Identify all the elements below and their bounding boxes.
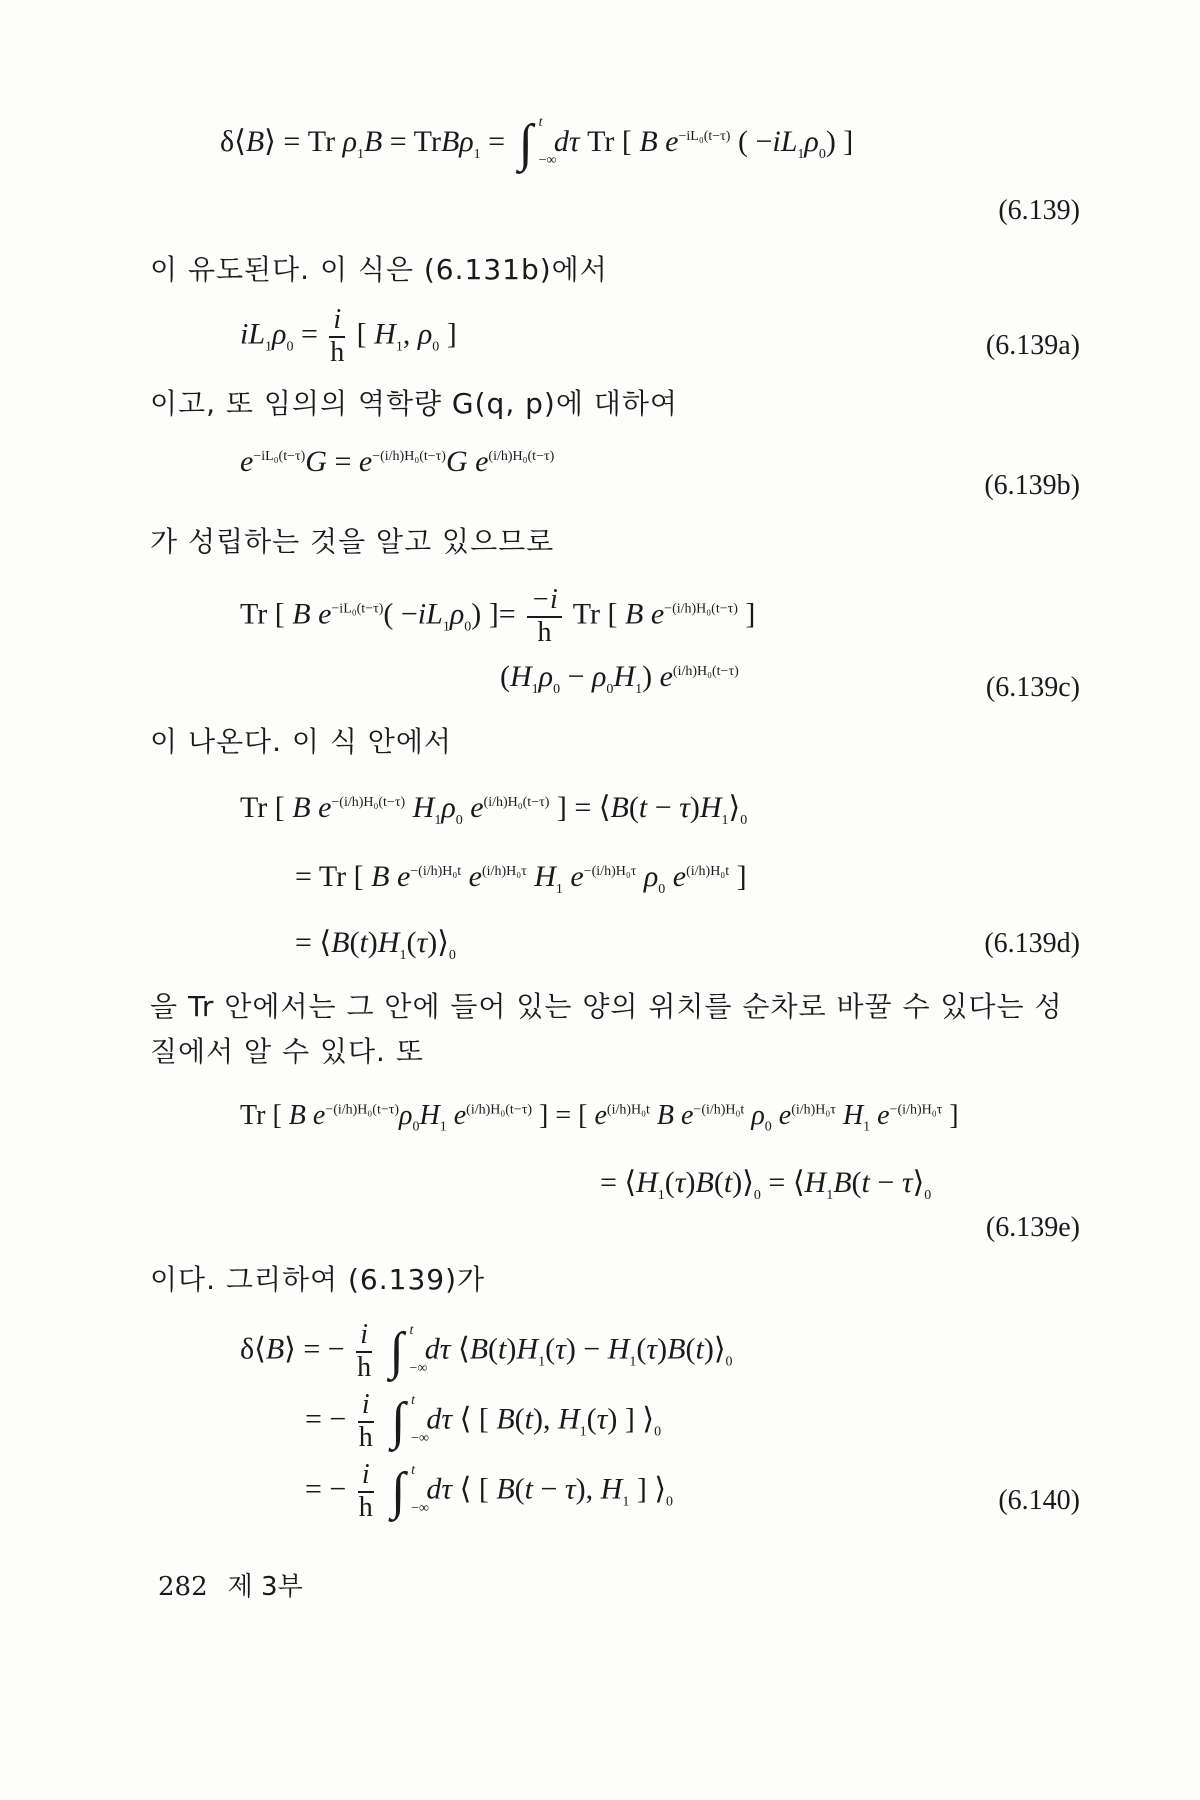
paragraph: 이 나온다. 이 식 안에서 [150,725,452,758]
paragraph: 가 성립하는 것을 알고 있으므로 [150,525,555,558]
paragraph: 질에서 알 수 있다. 또 [150,1035,424,1068]
equation-6-139c-line1: Tr [ B $e^{-iL_0(t-\tau)}( -iL_1\rho_0)$ ]= $\frac{-i}{h}$ Tr [ B $e^{-(i/h)H_0(t-\tau)}$ ] [240,584,756,648]
equation-6-140-line3: = − $\frac{i}{h}$ ∫ t −∞ dτ ⟨ [ B(t − τ), $H_1$ ] $⟩_0$ [305,1459,674,1523]
equation-6-139e-line2: = $⟨H_1(\tau)B(t)⟩_0$ = $⟨H_1B(t$ − $\tau⟩_0$ [600,1166,932,1203]
equation-6-139d-line1: Tr [ B $e^{-(i/h)H_0(t-\tau)}$ $H_1\rho_0$ $e^{(i/h)H_0(t-\tau)}$ ] = ⟨B(t − $\tau)H_1⟩_0$ [240,791,748,828]
equation-number: (6.140) [998,1485,1080,1516]
equation-6-139c-line2: $(H_1\rho_0 - \rho_0H_1)$ $e^{(i/h)H_0(t-\tau)}$ [500,660,739,697]
equation-6-140-line1: δ⟨B⟩ = − $\frac{i}{h}$ ∫ t −∞ dτ $⟨B(t)H_1(\tau)$ − $H_1(\tau)B(t)⟩_0$ [240,1319,733,1383]
equation-6-139: δ⟨B⟩ = Tr $\rho_1B = TrB\rho_1$ = ∫ t −∞ dτ Tr [ B $e^{-iL_0(t-\tau)}$ ( $-iL_1\rho_0$) ] [220,115,854,172]
paragraph: 이고, 또 임의의 역학량 G(q, p)에 대하여 [150,387,678,420]
equation-number: (6.139a) [985,330,1080,361]
equation-number: (6.139d) [984,928,1080,959]
equation-6-139e-line1: Tr [ B $e^{-(i/h)H_0(t-\tau)}\rho_0H_1$ $e^{(i/h)H_0(t-\tau)}$ ] = [ $e^{(i/h)H_0t}$ B $e^{-(i/h)H_0t}$ $\rho_0$ $e^{(i/h)H_0\tau}$ $H_1$ $e^{-(i/h)H_0\tau}$ ] [240,1100,959,1135]
part-label: 제 3부 [227,1572,303,1602]
equation-6-139a: $iL_1\rho_0$ = $\frac{i}{h}$ [ $H_1$, $\rho_0$ ] [240,304,457,368]
equation-number: (6.139c) [985,672,1080,703]
paragraph: 이 유도된다. 이 식은 (6.131b)에서 [150,253,608,286]
equation-number: (6.139b) [984,470,1080,501]
page-footer [158,1566,303,1603]
equation-number: (6.139e) [985,1212,1080,1243]
equation-6-139d-line2: = Tr [ B $e^{-(i/h)H_0t}$ $e^{(i/h)H_0\tau}$ $H_1$ $e^{-(i/h)H_0\tau}$ $\rho_0$ $e^{(i/h)H_0t}$ ] [295,860,747,897]
equation-number: (6.139) [998,195,1080,226]
paragraph: 이다. 그리하여 (6.139)가 [150,1263,486,1296]
equation-6-140-line2: = − $\frac{i}{h}$ ∫ t −∞ dτ ⟨ [ B(t), $H_1(\tau)$ ] $⟩_0$ [305,1389,662,1453]
equation-6-139b: $e^{-iL_0(t-\tau)}G = e^{-(i/h)H_0(t-\tau)}G$ $e^{(i/h)H_0(t-\tau)}$ [240,445,555,478]
equation-6-139d-line3: = $⟨B(t)H_1(\tau)⟩_0$ [295,926,456,963]
paragraph: 을 Tr 안에서는 그 안에 들어 있는 양의 위치를 순차로 바꿀 수 있다는 성 [150,990,1063,1023]
page-number: 282 [158,1572,208,1602]
